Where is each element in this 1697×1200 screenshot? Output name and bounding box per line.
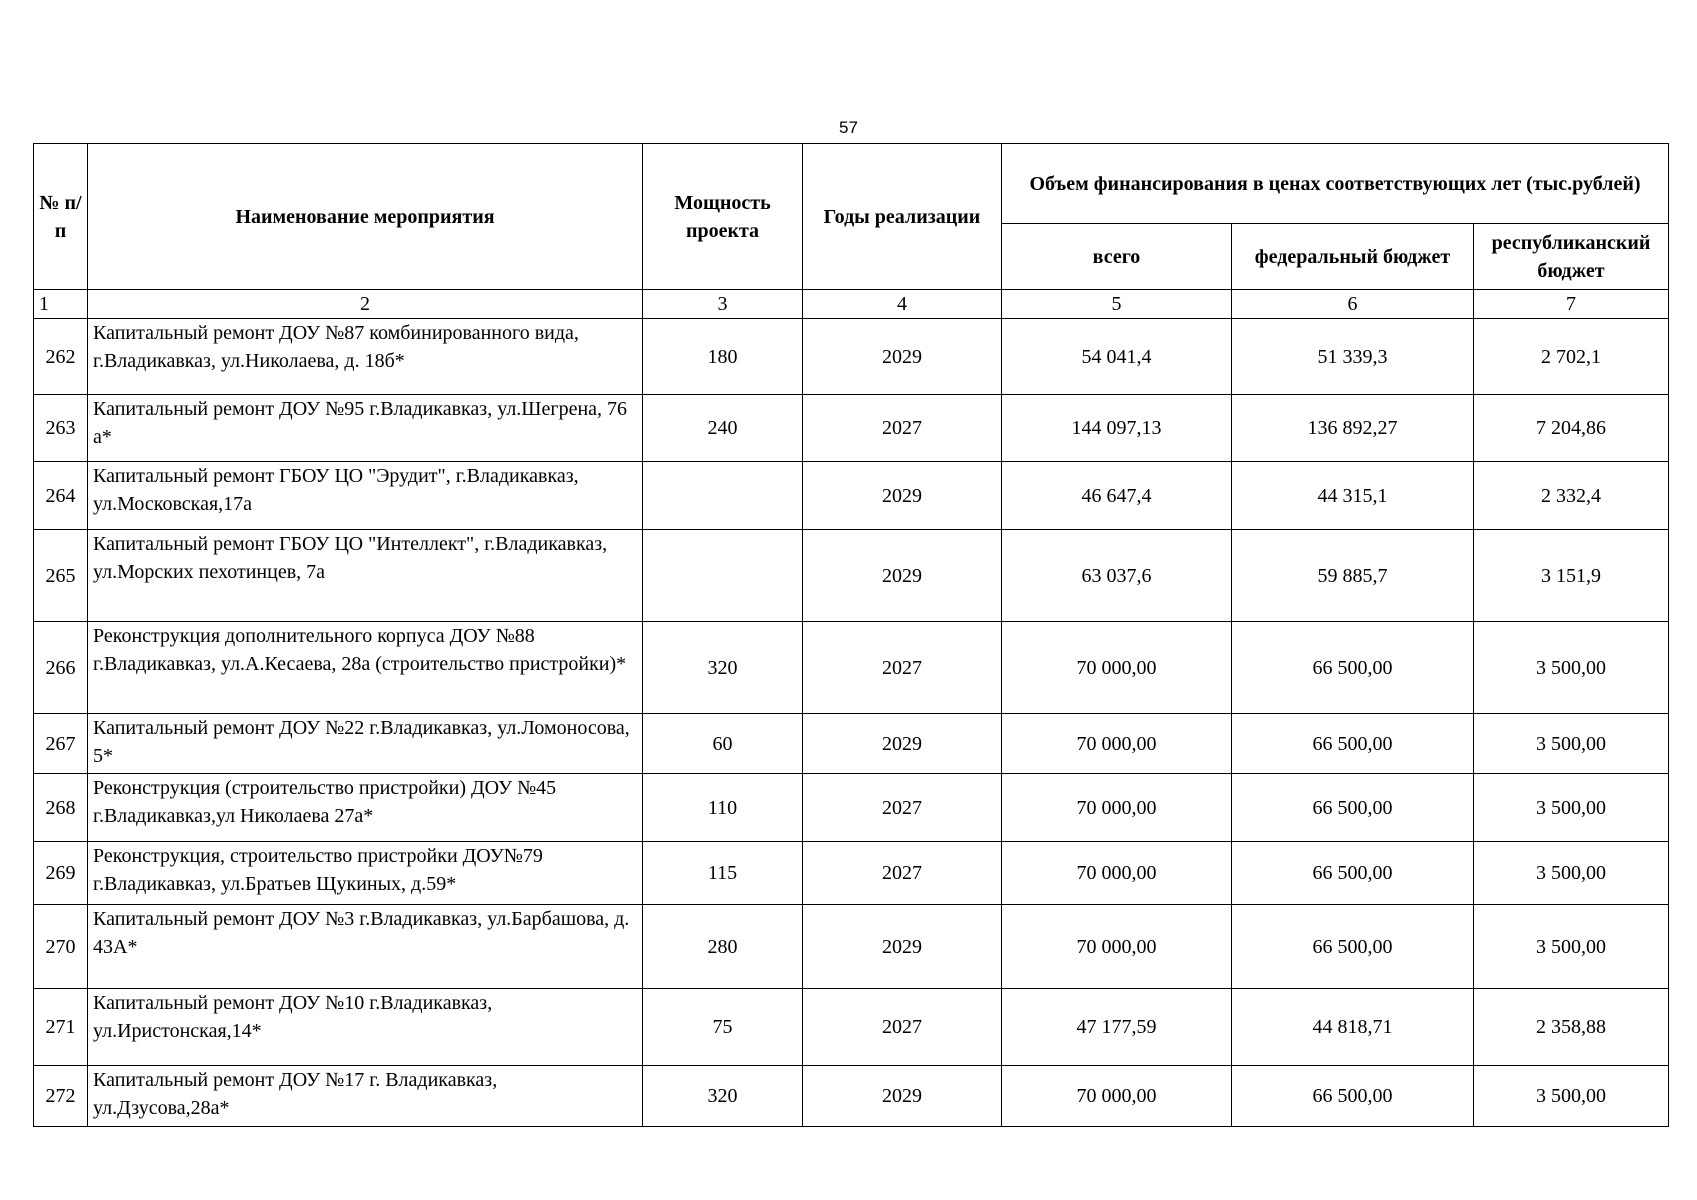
row-federal: 66 500,00 <box>1232 905 1474 989</box>
row-years: 2029 <box>803 905 1002 989</box>
row-federal: 66 500,00 <box>1232 714 1474 774</box>
row-capacity: 240 <box>643 395 803 462</box>
row-federal: 66 500,00 <box>1232 1066 1474 1127</box>
row-total: 70 000,00 <box>1002 905 1232 989</box>
row-years: 2029 <box>803 319 1002 395</box>
row-capacity: 320 <box>643 622 803 714</box>
row-republic: 3 500,00 <box>1474 1066 1669 1127</box>
column-number: 5 <box>1002 290 1232 319</box>
row-name: Капитальный ремонт ДОУ №3 г.Владикавказ, ул.Барбашова, д. 43А* <box>88 905 643 989</box>
row-republic: 3 500,00 <box>1474 622 1669 714</box>
row-name: Капитальный ремонт ГБОУ ЦО "Эрудит", г.Владикавказ, ул.Московская,17а <box>88 462 643 530</box>
row-republic: 7 204,86 <box>1474 395 1669 462</box>
table-row <box>34 714 1669 774</box>
row-republic: 3 151,9 <box>1474 530 1669 622</box>
row-capacity <box>643 462 803 530</box>
row-republic: 2 332,4 <box>1474 462 1669 530</box>
row-number: 272 <box>34 1066 88 1127</box>
row-number: 264 <box>34 462 88 530</box>
row-total: 70 000,00 <box>1002 714 1232 774</box>
row-total: 46 647,4 <box>1002 462 1232 530</box>
row-name: Капитальный ремонт ДОУ №17 г. Владикавказ, ул.Дзусова,28а* <box>88 1066 643 1127</box>
row-capacity: 280 <box>643 905 803 989</box>
row-total: 70 000,00 <box>1002 842 1232 905</box>
row-number: 267 <box>34 714 88 774</box>
row-total: 70 000,00 <box>1002 622 1232 714</box>
row-name: Капитальный ремонт ДОУ №22 г.Владикавказ, ул.Ломоносова, 5* <box>88 714 643 774</box>
column-number: 2 <box>88 290 643 319</box>
row-name: Капитальный ремонт ДОУ №87 комбинированного вида, г.Владикавказ, ул.Николаева, д. 18б* <box>88 319 643 395</box>
row-total: 144 097,13 <box>1002 395 1232 462</box>
row-capacity: 110 <box>643 774 803 842</box>
table-row <box>34 462 1669 530</box>
row-name: Капитальный ремонт ДОУ №95 г.Владикавказ, ул.Шегрена, 76 а* <box>88 395 643 462</box>
header-total: всего <box>1002 224 1232 290</box>
row-republic: 3 500,00 <box>1474 714 1669 774</box>
row-number: 271 <box>34 989 88 1066</box>
row-name: Капитальный ремонт ГБОУ ЦО "Интеллект", г.Владикавказ, ул.Морских пехотинцев, 7а <box>88 530 643 622</box>
row-federal: 66 500,00 <box>1232 774 1474 842</box>
table-row <box>34 842 1669 905</box>
row-number: 269 <box>34 842 88 905</box>
row-federal: 44 315,1 <box>1232 462 1474 530</box>
column-number: 1 <box>34 290 88 319</box>
column-number: 3 <box>643 290 803 319</box>
table-row <box>34 1066 1669 1127</box>
row-years: 2027 <box>803 842 1002 905</box>
table-row <box>34 530 1669 622</box>
row-years: 2027 <box>803 622 1002 714</box>
table-row <box>34 905 1669 989</box>
financing-table <box>33 143 1669 1127</box>
row-capacity: 115 <box>643 842 803 905</box>
row-number: 270 <box>34 905 88 989</box>
column-number: 6 <box>1232 290 1474 319</box>
row-total: 70 000,00 <box>1002 774 1232 842</box>
row-years: 2029 <box>803 1066 1002 1127</box>
row-federal: 59 885,7 <box>1232 530 1474 622</box>
column-number: 7 <box>1474 290 1669 319</box>
row-federal: 66 500,00 <box>1232 842 1474 905</box>
header-capacity: Мощность проекта <box>643 144 803 290</box>
row-years: 2029 <box>803 462 1002 530</box>
column-number: 4 <box>803 290 1002 319</box>
table-row <box>34 989 1669 1066</box>
table-row <box>34 622 1669 714</box>
header-federal: федеральный бюджет <box>1232 224 1474 290</box>
header-years: Годы реализации <box>803 144 1002 290</box>
row-years: 2029 <box>803 714 1002 774</box>
page-number: 57 <box>839 118 858 137</box>
row-number: 262 <box>34 319 88 395</box>
table-row <box>34 319 1669 395</box>
row-total: 70 000,00 <box>1002 1066 1232 1127</box>
row-republic: 2 358,88 <box>1474 989 1669 1066</box>
row-number: 263 <box>34 395 88 462</box>
row-republic: 3 500,00 <box>1474 842 1669 905</box>
row-total: 54 041,4 <box>1002 319 1232 395</box>
row-number: 266 <box>34 622 88 714</box>
table-row <box>34 774 1669 842</box>
row-federal: 66 500,00 <box>1232 622 1474 714</box>
row-federal: 136 892,27 <box>1232 395 1474 462</box>
row-name: Реконструкция, строительство пристройки ДОУ№79 г.Владикавказ, ул.Братьев Щукиных, д.59* <box>88 842 643 905</box>
row-total: 47 177,59 <box>1002 989 1232 1066</box>
header-funding: Объем финансирования в ценах соответствующих лет (тыс.рублей) <box>1002 144 1669 224</box>
row-republic: 3 500,00 <box>1474 905 1669 989</box>
header-name: Наименование мероприятия <box>88 144 643 290</box>
row-federal: 44 818,71 <box>1232 989 1474 1066</box>
row-republic: 2 702,1 <box>1474 319 1669 395</box>
row-years: 2027 <box>803 395 1002 462</box>
column-number-row <box>34 290 1669 319</box>
row-capacity: 60 <box>643 714 803 774</box>
table-body <box>34 319 1669 1127</box>
row-capacity <box>643 530 803 622</box>
row-total: 63 037,6 <box>1002 530 1232 622</box>
row-years: 2027 <box>803 989 1002 1066</box>
row-number: 268 <box>34 774 88 842</box>
row-republic: 3 500,00 <box>1474 774 1669 842</box>
row-name: Реконструкция (строительство пристройки) ДОУ №45 г.Владикавказ,ул Николаева 27а* <box>88 774 643 842</box>
row-years: 2027 <box>803 774 1002 842</box>
row-number: 265 <box>34 530 88 622</box>
table-row <box>34 395 1669 462</box>
table-header <box>34 144 1669 319</box>
row-capacity: 320 <box>643 1066 803 1127</box>
header-num: № п/п <box>34 144 88 290</box>
row-years: 2029 <box>803 530 1002 622</box>
header-republic: республиканский бюджет <box>1474 224 1669 290</box>
row-capacity: 75 <box>643 989 803 1066</box>
row-name: Реконструкция дополнительного корпуса ДОУ №88 г.Владикавказ, ул.А.Кесаева, 28а (строительство пристройки)* <box>88 622 643 714</box>
row-federal: 51 339,3 <box>1232 319 1474 395</box>
row-capacity: 180 <box>643 319 803 395</box>
row-name: Капитальный ремонт ДОУ №10 г.Владикавказ, ул.Иристонская,14* <box>88 989 643 1066</box>
